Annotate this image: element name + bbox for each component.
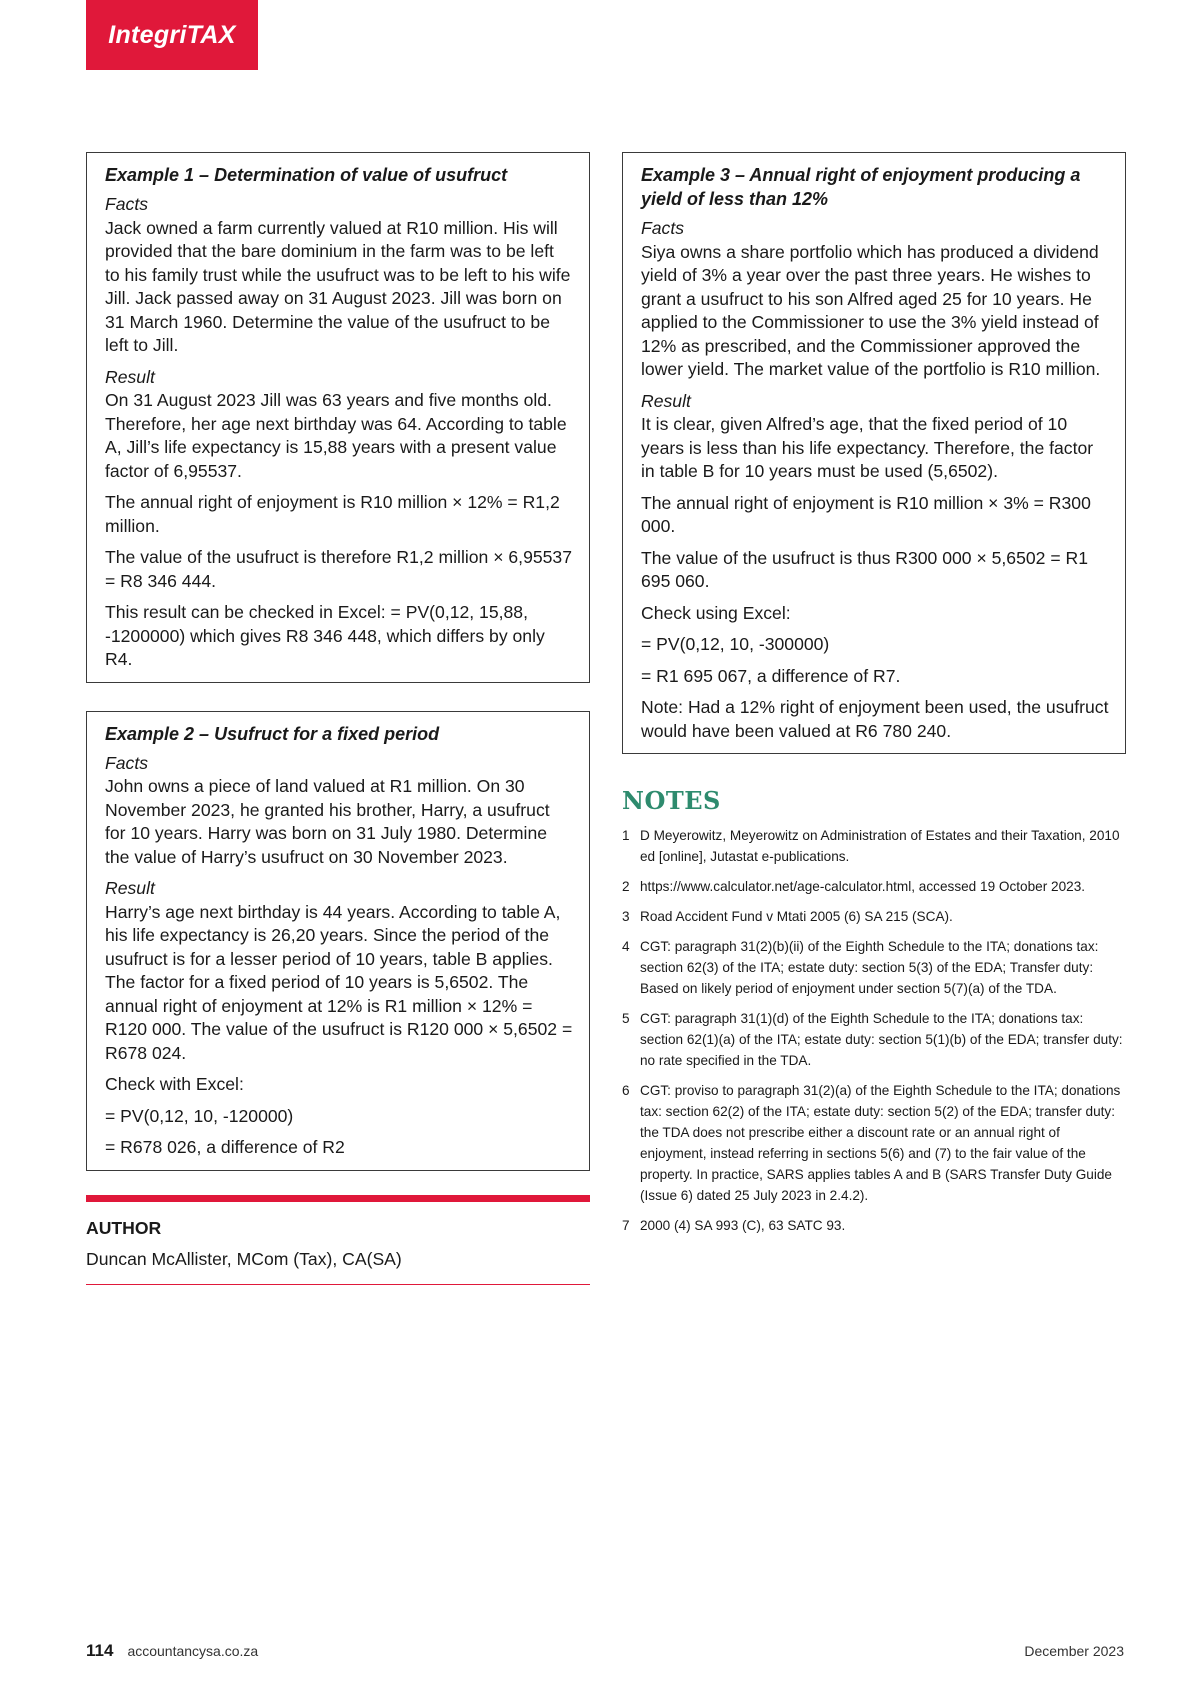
note-text: https://www.calculator.net/age-calculator.html, accessed 19 October 2023.	[640, 879, 1086, 894]
example-3-check-result: = R1 695 067, a difference of R7.	[641, 665, 901, 686]
note-item	[622, 1008, 1126, 1071]
footer-date: December 2023	[1024, 1643, 1124, 1659]
note-text: 2000 (4) SA 993 (C), 63 SATC 93.	[640, 1218, 846, 1233]
note-text: D Meyerowitz, Meyerowitz on Administration of Estates and their Taxation, 2010 ed [online], Jutastat e-publications.	[640, 828, 1120, 864]
example-1-result: On 31 August 2023 Jill was 63 years and five months old. Therefore, her age next birthday was 64. According to table A, Jill’s life expectancy is 15,88 years with a present value factor of 6,95537.	[105, 390, 567, 481]
example-1-excel-check: This result can be checked in Excel: = PV(0,12, 15,88, -1200000) which gives R8 346 448, which differs by only R4.	[105, 602, 545, 669]
note-number: 1	[622, 828, 630, 843]
author-heading: AUTHOR	[86, 1217, 162, 1238]
left-column	[86, 152, 590, 1285]
example-2-result-label: Result	[105, 878, 155, 898]
example-2-check-result: = R678 026, a difference of R2	[105, 1137, 345, 1157]
footer-website: accountancysa.co.za	[127, 1643, 259, 1659]
integritax-logo: IntegriTAX	[86, 0, 258, 70]
note-item	[622, 1080, 1126, 1206]
notes-heading: NOTES	[622, 786, 721, 815]
example-2-result: Harry’s age next birthday is 44 years. According to table A, his life expectancy is 26,20 years. Since the period of the usufruct is for a lesser period of 10 years, table B applies. The factor for a fixed period of 10 years is 5,6502. The annual right of enjoyment at 12% is R1 million × 12% = R120 000. The value of the usufruct is R120 000 × 5,6502 = R678 024.	[105, 901, 573, 1063]
example-2-check-formula: = PV(0,12, 10, -120000)	[105, 1105, 294, 1126]
example-2-facts: John owns a piece of land valued at R1 million. On 30 November 2023, he granted his brother, Harry, a usufruct for 10 years. Harry was born on 31 July 1980. Determine the value of Harry’s usufruct on 30 November 2023.	[105, 776, 550, 867]
example-1-result-label: Result	[105, 366, 155, 387]
note-number: 3	[622, 909, 630, 924]
example-3-title: Example 3 – Annual right of enjoyment producing a yield of less than 12%	[641, 165, 1081, 209]
example-1-box	[86, 152, 590, 683]
example-2-facts-label: Facts	[105, 752, 149, 773]
example-3-result-label: Result	[641, 390, 691, 411]
note-text: CGT: paragraph 31(2)(b)(ii) of the Eighth Schedule to the ITA; donations tax: section 62(3) of the ITA; estate duty: section 5(3) of the EDA; Transfer duty: Based on likely period of enjoyment under section 5(7)(a) of the TDA.	[640, 939, 1099, 996]
example-1-annual-right: The annual right of enjoyment is R10 million × 12% = R1,2 million.	[105, 492, 560, 536]
example-3-check-label: Check using Excel:	[641, 602, 791, 623]
page-footer	[86, 1641, 1124, 1661]
right-column	[622, 152, 1126, 1245]
example-3-note: Note: Had a 12% right of enjoyment been used, the usufruct would have been valued at R6 780 240.	[641, 697, 1109, 741]
note-number: 2	[622, 879, 630, 894]
note-number: 7	[622, 1218, 630, 1233]
notes-list	[622, 825, 1126, 1236]
author-underline	[86, 1284, 590, 1286]
example-3-facts: Siya owns a share portfolio which has produced a dividend yield of 3% a year over the past three years. He wishes to grant a usufruct to his son Alfred aged 25 for 10 years. He applied to the Commissioner to use the 3% yield instead of 12% as prescribed, and the Commissioner approved the lower yield. The market value of the portfolio is R10 million.	[641, 241, 1101, 379]
example-1-value: The value of the usufruct is therefore R1,2 million × 6,95537 = R8 346 444.	[105, 547, 572, 591]
note-item	[622, 936, 1126, 999]
example-3-result: It is clear, given Alfred’s age, that the fixed period of 10 years is less than his life expectancy. Therefore, the factor in table B for 10 years must be used (5,6502).	[641, 414, 1094, 481]
author-divider	[86, 1195, 590, 1202]
note-number: 4	[622, 939, 630, 954]
example-2-box	[86, 711, 590, 1171]
note-item	[622, 1215, 1126, 1236]
example-2-check-label: Check with Excel:	[105, 1074, 244, 1094]
author-name: Duncan McAllister, MCom (Tax), CA(SA)	[86, 1248, 402, 1269]
note-item	[622, 876, 1126, 897]
note-item	[622, 906, 1126, 927]
example-3-facts-label: Facts	[641, 218, 685, 238]
note-item	[622, 825, 1126, 867]
example-1-facts-label: Facts	[105, 194, 149, 214]
example-1-title: Example 1 – Determination of value of usufruct	[105, 165, 508, 185]
example-3-value: The value of the usufruct is thus R300 000 × 5,6502 = R1 695 060.	[641, 547, 1088, 591]
page-number: 114	[86, 1641, 114, 1660]
example-2-title: Example 2 – Usufruct for a fixed period	[105, 723, 440, 744]
example-3-annual-right: The annual right of enjoyment is R10 million × 3% = R300 000.	[641, 492, 1091, 536]
note-number: 6	[622, 1083, 630, 1098]
example-3-box	[622, 152, 1126, 754]
note-text: CGT: paragraph 31(1)(d) of the Eighth Schedule to the ITA; donations tax: section 62(1)(a) of the ITA; estate duty: section 5(1)(b) of the EDA; transfer duty: no rate specified in the TDA.	[640, 1011, 1123, 1068]
example-1-facts: Jack owned a farm currently valued at R10 million. His will provided that the bare dominium in the farm was to be left to his family trust while the usufruct was to be left to his wife Jill. Jack passed away on 31 August 2023. Jill was born on 31 March 1960. Determine the value of the usufruct to be left to Jill.	[105, 217, 571, 355]
note-text: CGT: proviso to paragraph 31(2)(a) of the Eighth Schedule to the ITA; donations tax: section 62(2) of the ITA; estate duty: section 5(2) of the EDA; transfer duty: the TDA does not prescribe either a discount rate or an annual right of enjoyment, instead referring in sections 5(6) and (7) to the fair value of the property. In practice, SARS applies tables A and B (SARS Transfer Duty Guide (Issue 6) dated 25 July 2023 in 2.4.2).	[640, 1083, 1121, 1203]
example-3-check-formula: = PV(0,12, 10, -300000)	[641, 634, 830, 654]
note-number: 5	[622, 1011, 630, 1026]
note-text: Road Accident Fund v Mtati 2005 (6) SA 215 (SCA).	[640, 909, 953, 924]
